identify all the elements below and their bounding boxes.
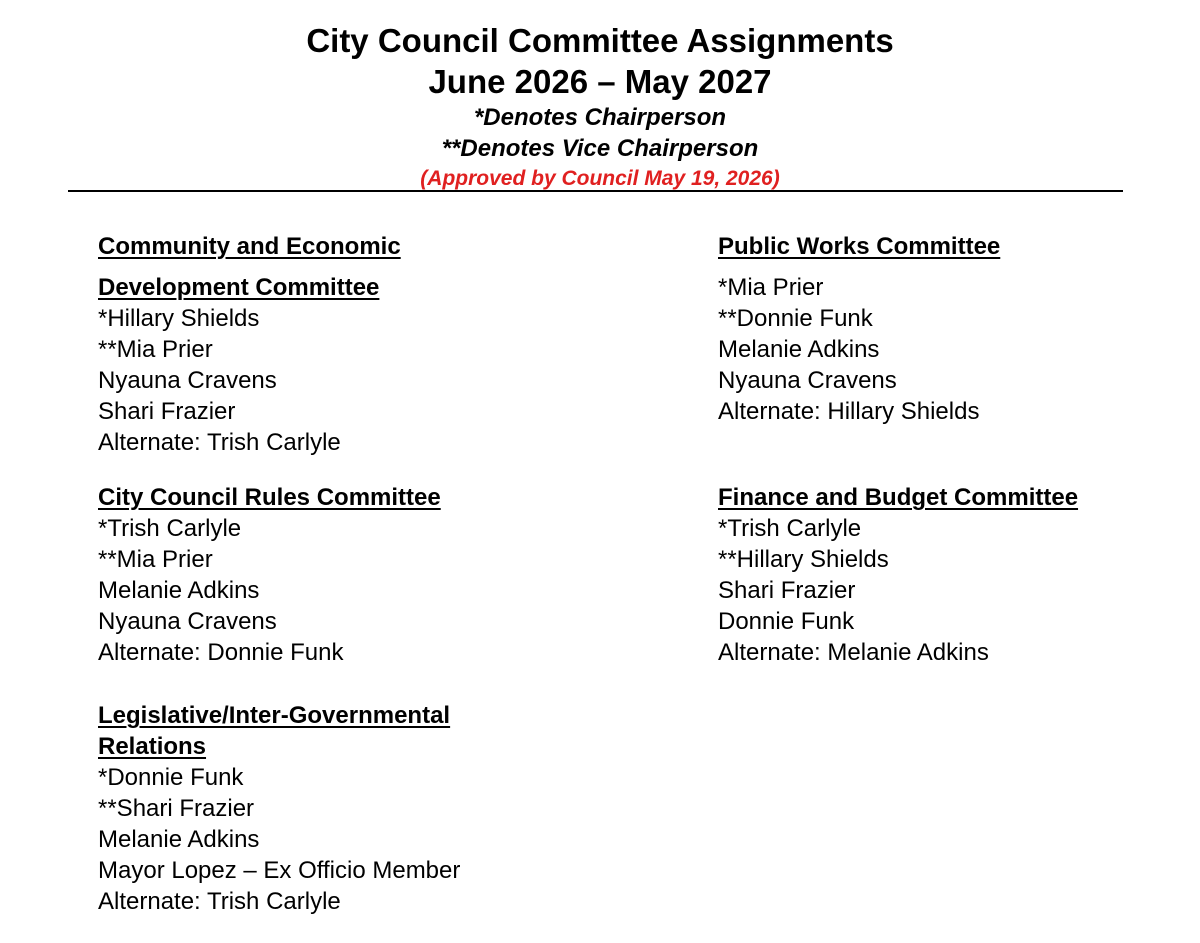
committee-heading-line1: Community and Economic bbox=[98, 233, 401, 260]
member-chair: *Donnie Funk bbox=[98, 764, 244, 791]
member-list bbox=[98, 303, 401, 458]
committee-finance-budget bbox=[718, 482, 1078, 668]
member: Shari Frazier bbox=[98, 398, 236, 425]
committee-heading: Public Works Committee bbox=[718, 233, 1001, 260]
committee-community-economic-development bbox=[98, 231, 401, 458]
member: Nyauna Cravens bbox=[98, 608, 277, 635]
member-list bbox=[98, 513, 441, 668]
member-chair: *Trish Carlyle bbox=[98, 515, 242, 542]
header-divider bbox=[68, 190, 1123, 192]
member-chair: *Trish Carlyle bbox=[718, 515, 862, 542]
committee-legislative-intergovernmental bbox=[98, 700, 460, 917]
member-list bbox=[718, 513, 1078, 668]
member-vice-chair: **Mia Prier bbox=[98, 546, 213, 573]
member: Nyauna Cravens bbox=[718, 367, 897, 394]
member-alternate: Alternate: Hillary Shields bbox=[718, 398, 980, 425]
member-vice-chair: **Hillary Shields bbox=[718, 546, 889, 573]
committee-heading-line1: Legislative/Inter-Governmental bbox=[98, 702, 451, 729]
member: Shari Frazier bbox=[718, 577, 856, 604]
committee-city-council-rules bbox=[98, 482, 441, 668]
member: Donnie Funk bbox=[718, 608, 855, 635]
vice-chairperson-legend: **Denotes Vice Chairperson bbox=[441, 135, 759, 162]
member: Melanie Adkins bbox=[718, 336, 880, 363]
member: Nyauna Cravens bbox=[98, 367, 277, 394]
member-chair: *Mia Prier bbox=[718, 274, 824, 301]
document-title: City Council Committee Assignments bbox=[306, 22, 894, 59]
member-vice-chair: **Donnie Funk bbox=[718, 305, 873, 332]
member-alternate: Alternate: Donnie Funk bbox=[98, 639, 344, 666]
member-alternate: Alternate: Trish Carlyle bbox=[98, 429, 341, 456]
member-chair: *Hillary Shields bbox=[98, 305, 260, 332]
committee-heading: City Council Rules Committee bbox=[98, 484, 441, 511]
member-vice-chair: **Mia Prier bbox=[98, 336, 213, 363]
committee-heading: Finance and Budget Committee bbox=[718, 484, 1079, 511]
member-alternate: Alternate: Melanie Adkins bbox=[718, 639, 989, 666]
committee-heading-line2: Development Committee bbox=[98, 274, 380, 301]
member: Melanie Adkins bbox=[98, 577, 260, 604]
member-list bbox=[718, 272, 1000, 427]
member-ex-officio: Mayor Lopez – Ex Officio Member bbox=[98, 857, 461, 884]
document-term-dates: June 2026 – May 2027 bbox=[428, 63, 772, 100]
member-list bbox=[98, 762, 460, 917]
member: Melanie Adkins bbox=[98, 826, 260, 853]
committee-heading-line2: Relations bbox=[98, 733, 207, 760]
committee-public-works bbox=[718, 231, 1000, 427]
chairperson-legend: *Denotes Chairperson bbox=[473, 104, 727, 131]
approval-note: (Approved by Council May 19, 2026) bbox=[420, 167, 780, 190]
member-vice-chair: **Shari Frazier bbox=[98, 795, 255, 822]
member-alternate: Alternate: Trish Carlyle bbox=[98, 888, 341, 915]
